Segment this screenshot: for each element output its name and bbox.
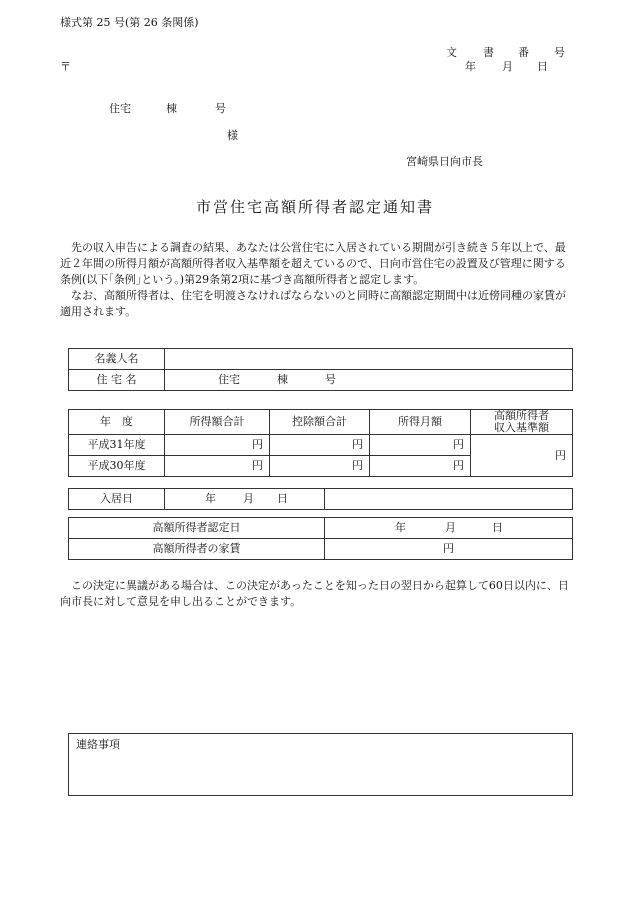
row-year: 平成30年度 [69,456,165,477]
issuer: 宮崎県日向市長 [406,155,483,168]
header-monthly-income: 所得月額 [370,410,471,435]
cert-day: 日 [492,521,503,534]
move-in-table [68,488,573,510]
name-value [165,349,573,370]
notice-body [60,240,572,320]
cert-month: 月 [445,521,456,534]
header-year: 年 [465,60,476,73]
header-criterion-line-2: 収入基準額 [494,421,549,434]
table-row [69,518,573,539]
doc-no-char-3: 番 [518,46,529,59]
table-row [69,539,573,560]
criterion-value: 円 [471,435,573,477]
house-number: 号 [325,373,336,386]
objection-notice [60,578,572,610]
header-income-total: 所得額合計 [165,410,270,435]
addressee-housing: 住宅 [109,102,131,115]
header-criterion-line-1: 高額所得者 [494,409,549,422]
postal-mark: 〒 [60,60,71,73]
doc-no-char-1: 文 [446,46,457,59]
form-number: 様式第 25 号(第 26 条関係) [60,16,199,29]
row-income-total: 円 [165,435,270,456]
move-in-day: 日 [277,492,288,505]
move-in-month: 月 [243,492,254,505]
house-value [165,370,573,391]
house-building: 棟 [277,373,288,386]
move-in-date [165,489,325,510]
tenant-table [68,348,573,391]
house-label: 住 宅 名 [69,370,165,391]
notes-box [68,733,573,796]
header-month: 月 [502,60,513,73]
name-label: 名義人名 [69,349,165,370]
notice-paragraph-1: 先の収入申告による調査の結果、あなたは公営住宅に入居されている期間が引き続き５年以上で、最近２年間の所得月額が高額所得者収入基準額を超えているので、日向市営住宅の設置及び管理に関する条例(以下｢条例｣という。)第29条第2項に基づき高額所得者と認定します。 [60,241,566,286]
row-monthly-income: 円 [370,456,471,477]
move-in-blank [325,489,573,510]
doc-no-char-4: 号 [554,46,565,59]
addressee-honorific: 様 [227,129,238,142]
cert-date-label: 高額所得者認定日 [69,518,325,539]
table-header-row [69,410,573,435]
doc-no-char-2: 書 [483,46,494,59]
table-row [69,349,573,370]
table-row [69,370,573,391]
header-day: 日 [537,60,548,73]
move-in-year: 年 [205,492,216,505]
rent-value: 円 [325,539,573,560]
notice-paragraph-2: なお、高額所得者は、住宅を明渡さなければならないのと同時に高額認定期間中は近傍同種の家賃が適用されます。 [60,289,566,318]
objection-text: この決定に異議がある場合は、この決定があったことを知った日の翌日から起算して60日以内に、日向市長に対して意見を申し出ることができます。 [60,579,569,608]
row-deduction-total: 円 [270,456,370,477]
document-title: 市営住宅高額所得者認定通知書 [195,198,434,216]
header-deduction-total: 控除額合計 [270,410,370,435]
rent-label: 高額所得者の家賃 [69,539,325,560]
move-in-label: 入居日 [69,489,165,510]
notes-label: 連絡事項 [76,738,120,751]
row-year: 平成31年度 [69,435,165,456]
addressee-building: 棟 [166,102,177,115]
addressee-number: 号 [215,102,226,115]
row-deduction-total: 円 [270,435,370,456]
row-income-total: 円 [165,456,270,477]
cert-year: 年 [395,521,406,534]
header-income-criterion [471,410,573,435]
certification-table [68,517,573,560]
income-table [68,409,573,477]
cert-date [325,518,573,539]
table-row [69,435,573,456]
table-row [69,489,573,510]
row-monthly-income: 円 [370,435,471,456]
house-housing: 住宅 [218,373,240,386]
header-year-col: 年 度 [69,410,165,435]
